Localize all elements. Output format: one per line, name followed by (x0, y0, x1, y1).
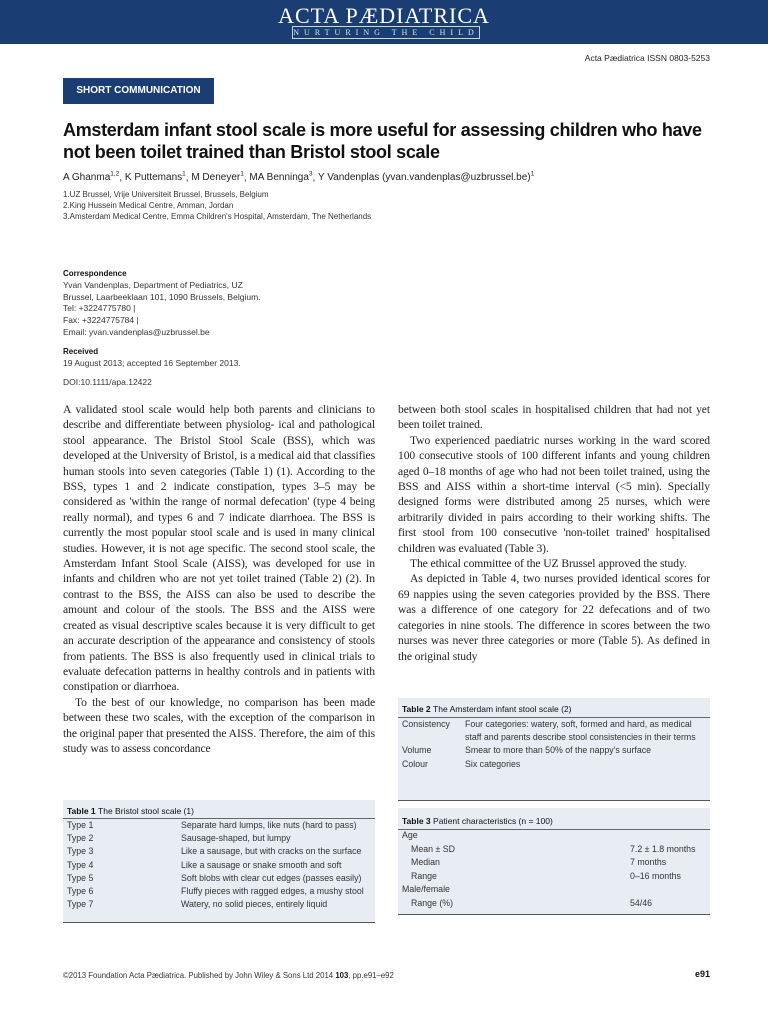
text-line: To the best of our knowledge, no comparison has been (75, 695, 345, 709)
text-line: toilet trained (Table 2) (2). In contrast to the BSS, the AISS (63, 572, 375, 601)
journal-masthead (0, 0, 768, 44)
affiliation: 1.UZ Brussel, Vrije Universiteit Brussel, Brussels, Belgium (63, 190, 269, 199)
table-cell: 0–16 months (630, 870, 681, 881)
table-cell: Type 5 (67, 872, 94, 883)
paragraph (398, 402, 710, 433)
text-line: between both stool scales in hospitalised children that had (398, 403, 674, 416)
received-block (63, 346, 241, 370)
text-line: scores for 69 nappies using the seven categories provided by (398, 572, 710, 601)
table-cell: Type 1 (67, 820, 94, 830)
text-line: made between these two scales, with the exception of the (63, 695, 375, 725)
table-2 (398, 698, 710, 801)
text-line: comparison in the original paper that presented the AISS. (63, 711, 375, 740)
text-line: consecutive 'non-toilet trained' hospitalised children was (398, 526, 710, 555)
text-line: stools from patients. The BSS is also frequently used in (63, 634, 375, 663)
table-cell: Median (411, 857, 440, 867)
text-line: among 25 nurses, which were arbitrarily divided in pairs (398, 495, 710, 524)
table-cell: Type 4 (67, 859, 94, 870)
paragraph (398, 556, 710, 571)
author: MA Benninga$^3$ (249, 171, 313, 184)
correspondence-line: Yvan Vandenplas, Department of Pediatrics, UZ (63, 279, 243, 290)
table-cell: Fluffy pieces with ragged edges, a mushy stool (181, 886, 364, 896)
table-cell: Volume (402, 745, 432, 755)
text-line: Therefore, the aim of this study was to assess concordance (63, 726, 376, 755)
text-line: not yet been toilet trained. (398, 403, 710, 432)
author: K Puttemans$^1$ (124, 171, 186, 184)
paragraph (63, 695, 375, 757)
table-title: Table 1 The Bristol stool scale (1) (67, 806, 194, 816)
table-cell: Age (402, 830, 418, 840)
text-line: developed for use in infants and children who are not yet (63, 557, 375, 586)
table-cell: Watery, no solid pieces, entirely liquid (181, 899, 328, 910)
table-cell: Range (411, 870, 437, 881)
article-type-badge: SHORT COMMUNICATION (63, 78, 214, 104)
copyright-footer: ©2013 Foundation Acta Pædiatrica. Published by John Wiley & Sons Ltd 2014 103, pp.e91–e92 (63, 971, 394, 980)
table-cell: 7.2 ± 1.8 months (630, 843, 696, 854)
text-line: the BSS. There was a difference of one category for 22 (398, 587, 710, 617)
author: M Deneyer$^1$ (191, 171, 244, 184)
text-line: stools. The BSS and the AISS were created as visual (63, 603, 375, 632)
text-line: controls and in patients with constipation or diarrhoea. (63, 664, 375, 694)
table-cell: Four categories: watery, soft, formed and hard, as medical (465, 719, 692, 729)
table-cell: Type 6 (67, 886, 94, 896)
affiliation: 3.Amsterdam Medical Centre, Emma Children's Hospital, Amsterdam, The Netherlands (63, 212, 372, 221)
table-cell: Consistency (402, 719, 450, 729)
paragraph (398, 433, 710, 556)
correspondence-email[interactable]: Email: yvan.vandenplas@uzbrussel.be (63, 326, 210, 337)
paragraph (398, 571, 710, 663)
text-line: difference in scores between the two nurses was never three (398, 618, 710, 648)
text-line: toilet trained, using the BSS and AISS within a short-time (398, 464, 710, 494)
table-cell: Range (%) (411, 897, 454, 908)
table-title: Table 3 Patient characteristics (n = 100) (402, 816, 553, 826)
body-column-right (398, 402, 710, 664)
title-line: Amsterdam infant stool scale is more useful for assessing children who have (63, 120, 702, 140)
text-line: clinical studies. However, it is not age specific. The second (63, 526, 375, 555)
table-cell: Soft blobs with clear cut edges (passes easily) (181, 872, 362, 883)
text-line: As depicted in Table 4, two nurses provided identical (410, 572, 661, 586)
text-line: categories or more (Table 5). As defined in the original study (398, 634, 710, 663)
text-line: defecations and of two categories in nine stools. The (398, 603, 710, 632)
author-list: A Ghanma$^{1,2}$, K Puttemans$^1$, M Deneyer$^1$, MA Benninga$^3$, Y Vandenplas (yvan.vandenplas@uzbrussel.be)$^1$ (63, 171, 535, 184)
text-line: ical and pathological stool appearance. The Bristol Stool (63, 418, 375, 447)
text-line: clinicians to describe and differentiate between physiolog- (63, 403, 375, 432)
text-line: young children aged 0–18 months of age who had not been (398, 449, 710, 478)
table-cell: staff and parents describe stool consistencies in their terms (465, 732, 696, 742)
text-line: scored 100 consecutive stools of 100 different infants and (398, 433, 710, 463)
title-line: not been toilet trained than Bristol stool scale (63, 142, 440, 162)
body-column-left (63, 402, 375, 756)
table-divider (63, 818, 375, 819)
table-cell: Sausage-shaped, but lumpy (181, 833, 291, 844)
table-cell: 7 months (630, 857, 667, 867)
table-cell: Separate hard lumps, like nuts (hard to pass) (181, 820, 357, 830)
affiliation: 2.King Hussein Medical Centre, Amman, Jordan (63, 201, 234, 210)
text-line: A validated stool scale would help both parents and (63, 403, 314, 416)
paper-title (63, 119, 723, 163)
author[interactable]: Y Vandenplas (yvan.vandenplas@uzbrussel.be)$^1$ (317, 171, 535, 184)
table-cell: Colour (402, 759, 428, 769)
text-line: seven categories (Table 1) (1). According to the BSS, types 1 (63, 464, 375, 494)
table-cell: Six categories (465, 759, 521, 769)
table-1 (63, 800, 375, 923)
affiliations (63, 189, 371, 222)
issn-label: Acta Pædiatrica ISSN 0803-5253 (584, 53, 710, 63)
text-line: evaluated (Table 3). (458, 541, 549, 555)
text-line: and 2 indicate constipation, types 3–5 may be considered as (63, 480, 375, 509)
table-cell: Like a sausage, but with cracks on the surface (181, 846, 362, 857)
page-number: e91 (694, 969, 710, 979)
correspondence-line: Tel: +3224775780 | (63, 303, 136, 314)
table-cell: Mean ± SD (411, 843, 455, 854)
text-line: Scale (BSS), which was developed at the University of (63, 433, 375, 463)
text-line: normal), and types 6 and 7 indicate diarrhoea. The BSS is (93, 510, 375, 524)
correspondence-label: Correspondence (63, 269, 127, 278)
text-line: stool scale, the Amsterdam Infant Stool Scale (AISS), was (63, 541, 375, 571)
table-cell: 54/46 (630, 897, 653, 908)
table-cell: Like a sausage or snake smooth and soft (181, 859, 342, 870)
correspondence-block (63, 268, 261, 339)
received-label: Received (63, 347, 99, 356)
text-line: descriptive scales because it is very difficult to get an (63, 618, 375, 648)
correspondence-line: Fax: +3224775784 | (63, 315, 139, 326)
table-cell: Type 3 (67, 846, 94, 857)
table-cell: Type 2 (67, 833, 94, 844)
text-line: 'within the range of normal defecation' (type 4 being really (63, 495, 375, 524)
journal-tagline: NURTURING THE CHILD (293, 28, 479, 37)
author: A Ghanma$^{1,2}$ (63, 171, 120, 184)
table-title: Table 2 The Amsterdam infant stool scale (2) (402, 704, 572, 714)
text-line: clinical trials to evaluate defecation patterns in healthy (63, 649, 375, 678)
table-cell: Smear to more than 50% of the nappy's surface (465, 745, 652, 755)
received-dates: 19 August 2013; accepted 16 September 2013. (63, 357, 241, 368)
text-line: accurate description of the appearance and consistency of (77, 634, 345, 648)
text-line: interval (<5 min). Specially designed forms were distributed (398, 480, 710, 509)
text-line: Two experienced paediatric nurses working in the ward (410, 433, 676, 447)
table-cell: Type 7 (67, 899, 94, 910)
doi-label[interactable]: DOI:10.1111/apa.12422 (63, 377, 152, 387)
text-line: study. (660, 557, 687, 571)
text-line: Bristol, is a medical aid that classifies human stools into (63, 449, 375, 478)
table-3 (398, 808, 710, 915)
journal-title: ACTA PÆDIATRICA (278, 3, 490, 28)
text-line: can also be used to describe the amount and colour of the (63, 587, 375, 617)
table-divider (398, 829, 710, 830)
table-cell: Male/female (402, 884, 450, 894)
text-line: The ethical committee of the UZ Brussel approved the (410, 557, 658, 571)
correspondence-line: Brussel, Laarbeeklaan 101, 1090 Brussels, Belgium. (63, 291, 261, 302)
paragraph (63, 402, 375, 695)
table-divider (398, 717, 710, 718)
text-line: currently the most popular stool scale and is used in many (63, 526, 338, 540)
text-line: according to their working shifts. The first stool from 100 (398, 510, 710, 540)
